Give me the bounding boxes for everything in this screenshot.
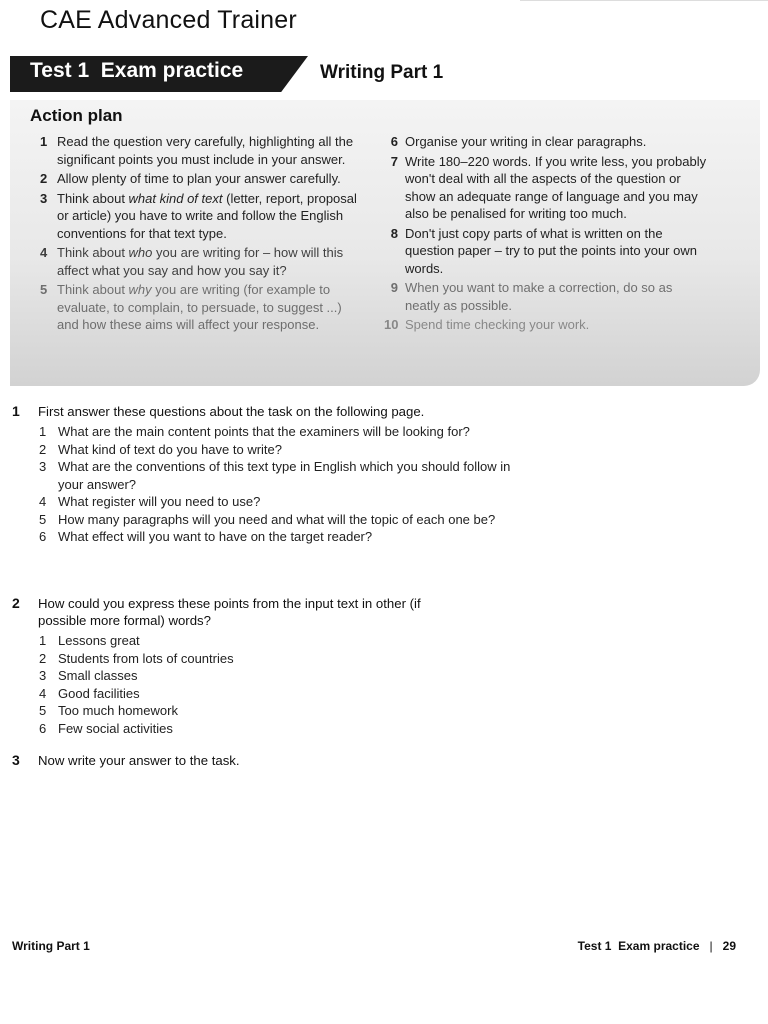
plan-item-text-end: (letter, report, proposal or article) you have to write and follow the English conventions for that text type. (57, 190, 357, 241)
plan-item-number: 3 (40, 190, 48, 206)
list-item-number: 4 (39, 685, 47, 701)
list-item-number: 4 (39, 494, 47, 509)
list-item-text: Small classes (58, 668, 138, 683)
footer-separator: | (709, 939, 713, 953)
list-item (12, 702, 498, 720)
exercise-question-list (12, 423, 532, 546)
section-title: Writing Part 1 (320, 62, 444, 83)
list-item-number: 1 (39, 633, 47, 648)
plan-item-number: 1 (40, 134, 48, 149)
plan-item-text: Don't just copy parts of what is written on the question paper – try to put the points into your own words. (405, 225, 697, 276)
action-plan-left-column (40, 133, 366, 336)
plan-item-number: 8 (390, 225, 398, 241)
plan-item-emphasis: who (128, 245, 153, 260)
exercise-3 (12, 752, 532, 769)
list-item-number: 6 (39, 529, 47, 544)
plan-item-number: 6 (390, 134, 398, 149)
plan-item (384, 133, 708, 151)
exercise-instruction: First answer these questions about the task on the following page. (38, 404, 425, 419)
plan-item-text (57, 282, 342, 332)
list-item-text: How many paragraphs will you need and what will the topic of each one be? (58, 511, 496, 527)
plan-item-number: 2 (40, 171, 48, 186)
exercise-instruction: Now write your answer to the task. (38, 753, 240, 768)
list-item-number: 2 (39, 650, 47, 666)
list-item (12, 423, 498, 441)
list-item-number: 2 (39, 441, 47, 457)
list-item-number: 5 (39, 703, 47, 718)
list-item (12, 511, 498, 529)
list-item-text: Few social activities (58, 720, 173, 736)
list-item-text: What are the conventions of this text type in English which you should follow in your answer? (58, 459, 511, 492)
plan-item (384, 153, 708, 223)
plan-item (384, 225, 708, 278)
plan-item-text-start: Think about (57, 190, 129, 206)
exercise-phrase-list (12, 632, 472, 737)
plan-item (384, 316, 708, 334)
list-item (12, 650, 498, 668)
plan-item (40, 170, 366, 188)
footer-test-label: Test 1 Exam practice (577, 939, 700, 953)
list-item-number: 3 (39, 459, 47, 474)
plan-item-emphasis: why (128, 282, 152, 297)
plan-item-text: When you want to make a correction, do so as neatly as possible. (405, 280, 673, 313)
plan-item-text-end: you are writing for – how will this affect what you say and how you say it? (57, 245, 344, 278)
list-item-text: Lessons great (58, 633, 140, 648)
plan-item-text-start: Think about (57, 282, 129, 297)
list-item-text: What are the main content points that the examiners will be looking for? (58, 424, 470, 439)
plan-item-text (57, 245, 343, 278)
plan-item-text (57, 191, 357, 241)
plan-item (40, 190, 366, 243)
book-title: CAE Advanced Trainer (40, 6, 297, 34)
action-plan-title: Action plan (30, 106, 123, 125)
plan-item (40, 133, 366, 168)
plan-item-text: Spend time checking your work. (405, 317, 590, 332)
exercise-2 (12, 595, 472, 737)
footer-page-info (578, 939, 736, 953)
list-item (12, 720, 498, 738)
plan-item (384, 279, 708, 314)
plan-item-text: Organise your writing in clear paragraphs. (405, 134, 647, 149)
plan-item-text: Allow plenty of time to plan your answer carefully. (57, 171, 341, 186)
list-item-number: 1 (39, 424, 47, 439)
list-item-text: What effect will you want to have on the target reader? (58, 529, 373, 544)
exercise-number: 1 (12, 403, 20, 419)
exercise-heading (12, 752, 532, 769)
list-item (12, 528, 498, 546)
list-item (12, 632, 498, 650)
list-item (12, 493, 498, 511)
plan-item-emphasis: what kind of text (128, 190, 223, 206)
top-rule (520, 0, 768, 1)
exercise-instruction: How could you express these points from the input text in other (if possible more formal) words? (38, 596, 421, 628)
list-item-number: 6 (39, 720, 47, 736)
list-item (12, 667, 498, 685)
footer-section-label: Writing Part 1 (12, 939, 90, 953)
plan-item-text: Read the question very carefully, highlighting all the significant points you must include in your answer. (57, 134, 354, 167)
plan-item-text-start: Think about (57, 245, 129, 260)
list-item-number: 3 (39, 668, 47, 683)
list-item-text: What kind of text do you have to write? (58, 441, 283, 457)
action-plan-right-column (384, 133, 708, 336)
list-item-text: Too much homework (58, 703, 178, 718)
exercise-heading (12, 403, 532, 420)
plan-item-number: 10 (384, 317, 399, 332)
plan-item-number: 9 (390, 280, 398, 295)
plan-item (40, 244, 366, 279)
list-item (12, 441, 498, 459)
page-number: 29 (722, 939, 736, 953)
exercise-number: 2 (12, 595, 20, 611)
exercise-number: 3 (12, 752, 20, 768)
list-item (12, 685, 498, 703)
plan-item-number: 5 (40, 282, 48, 297)
plan-item-text: Write 180–220 words. If you write less, you probably won't deal with all the aspects of the question or show an adequate range of language and you may also be penalised for writing too much. (405, 153, 707, 221)
plan-item-text-end: you are writing (for example to evaluate, to complain, to persuade, to suggest ...) and how these aims will affect your response. (57, 282, 342, 332)
plan-item-number: 7 (390, 153, 398, 169)
list-item-text: What register will you need to use? (58, 494, 261, 509)
list-item (12, 458, 518, 493)
test-banner-label: Test 1 Exam practice (30, 59, 244, 82)
exercise-heading (12, 595, 472, 629)
plan-item (40, 281, 366, 334)
exercise-1 (12, 403, 532, 546)
list-item-text: Students from lots of countries (58, 650, 234, 666)
list-item-number: 5 (39, 511, 47, 527)
plan-item-number: 4 (40, 245, 48, 260)
list-item-text: Good facilities (58, 685, 140, 701)
